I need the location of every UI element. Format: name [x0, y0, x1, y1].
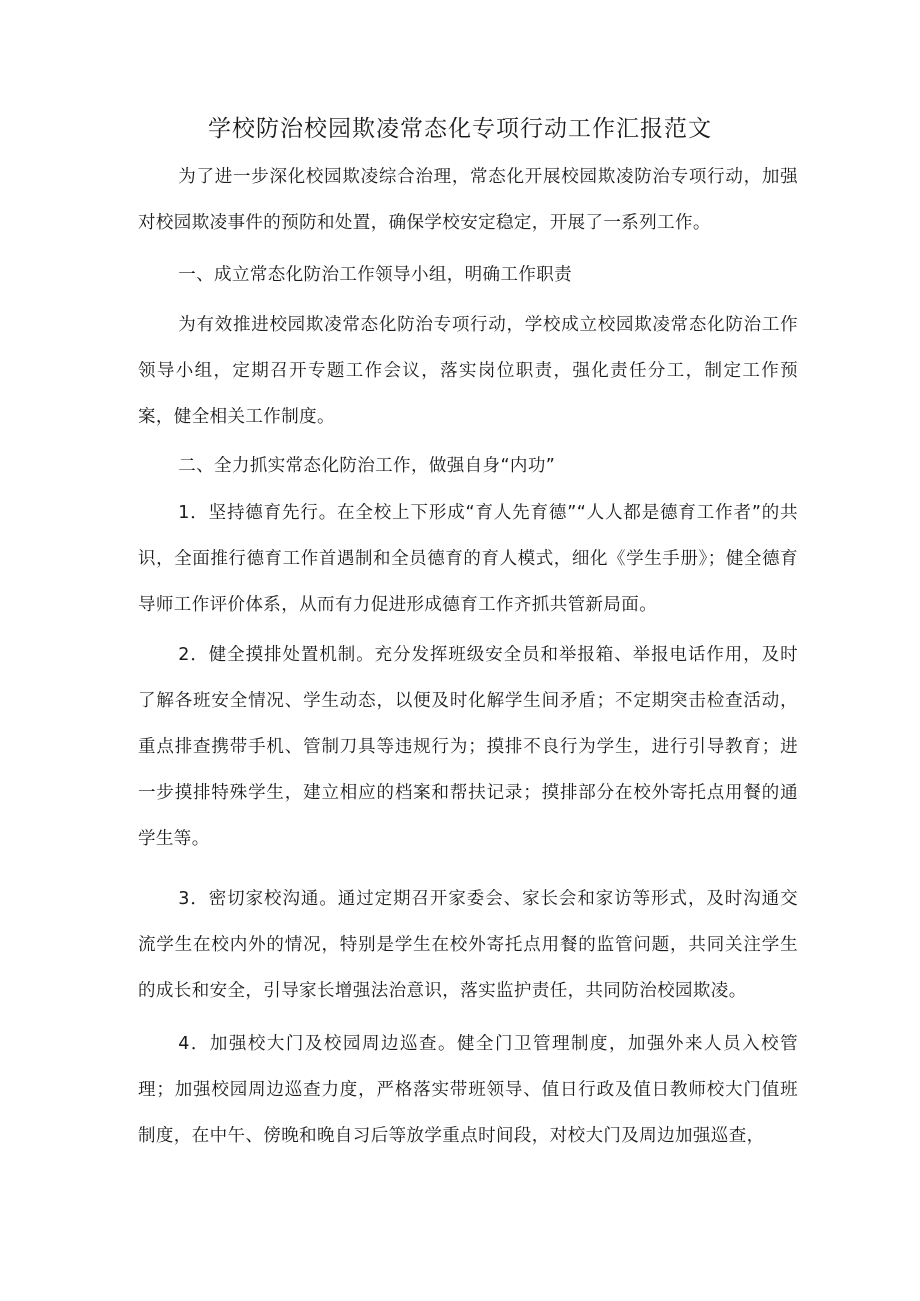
list-item-1: 1．坚持德育先行。在全校上下形成“育人先育德”“人人都是德育工作者”的共识，全面推行德育工作首遇制和全员德育的育人模式，细化《学生手册》；健全德育导师工作评价体系，从而有力促进形成德育工作齐抓共管新局面。	[138, 503, 798, 615]
section-two-heading: 二、全力抓实常态化防治工作，做强自身“内功”	[178, 456, 556, 476]
list-item-3: 3．密切家校沟通。通过定期召开家委会、家长会和家访等形式，及时沟通交流学生在校内外的情况，特别是学生在校外寄托点用餐的监管问题，共同关注学生的成长和安全，引导家长增强法治意识，落实监护责任，共同防治校园欺凌。	[138, 889, 798, 1001]
list-item-4: 4．加强校大门及校园周边巡查。健全门卫管理制度，加强外来人员入校管理；加强校园周边巡查力度，严格落实带班领导、值日行政及值日教师校大门值班制度，在中午、傍晚和晚自习后等放学重点时间段，对校大门及周边加强巡查，	[138, 1034, 798, 1146]
list-item-2: 2．健全摸排处置机制。充分发挥班级安全员和举报箱、举报电话作用，及时了解各班安全情况、学生动态，以便及时化解学生间矛盾；不定期突击检查活动，重点排查携带手机、管制刀具等违规行为；摸排不良行为学生，进行引导教育；进一步摸排特殊学生，建立相应的档案和帮扶记录；摸排部分在校外寄托点用餐的通学生等。	[138, 645, 798, 849]
document-title: 学校防治校园欺凌常态化专项行动工作汇报范文	[208, 116, 712, 142]
section-one-heading: 一、成立常态化防治工作领导小组，明确工作职责	[178, 265, 573, 285]
intro-paragraph: 为了进一步深化校园欺凌综合治理，常态化开展校园欺凌防治专项行动，加强对校园欺凌事件的预防和处置，确保学校安定稳定，开展了一系列工作。	[138, 167, 798, 233]
section-one-paragraph: 为有效推进校园欺凌常态化防治专项行动，学校成立校园欺凌常态化防治工作领导小组，定期召开专题工作会议，落实岗位职责，强化责任分工，制定工作预案，健全相关工作制度。	[138, 315, 798, 427]
